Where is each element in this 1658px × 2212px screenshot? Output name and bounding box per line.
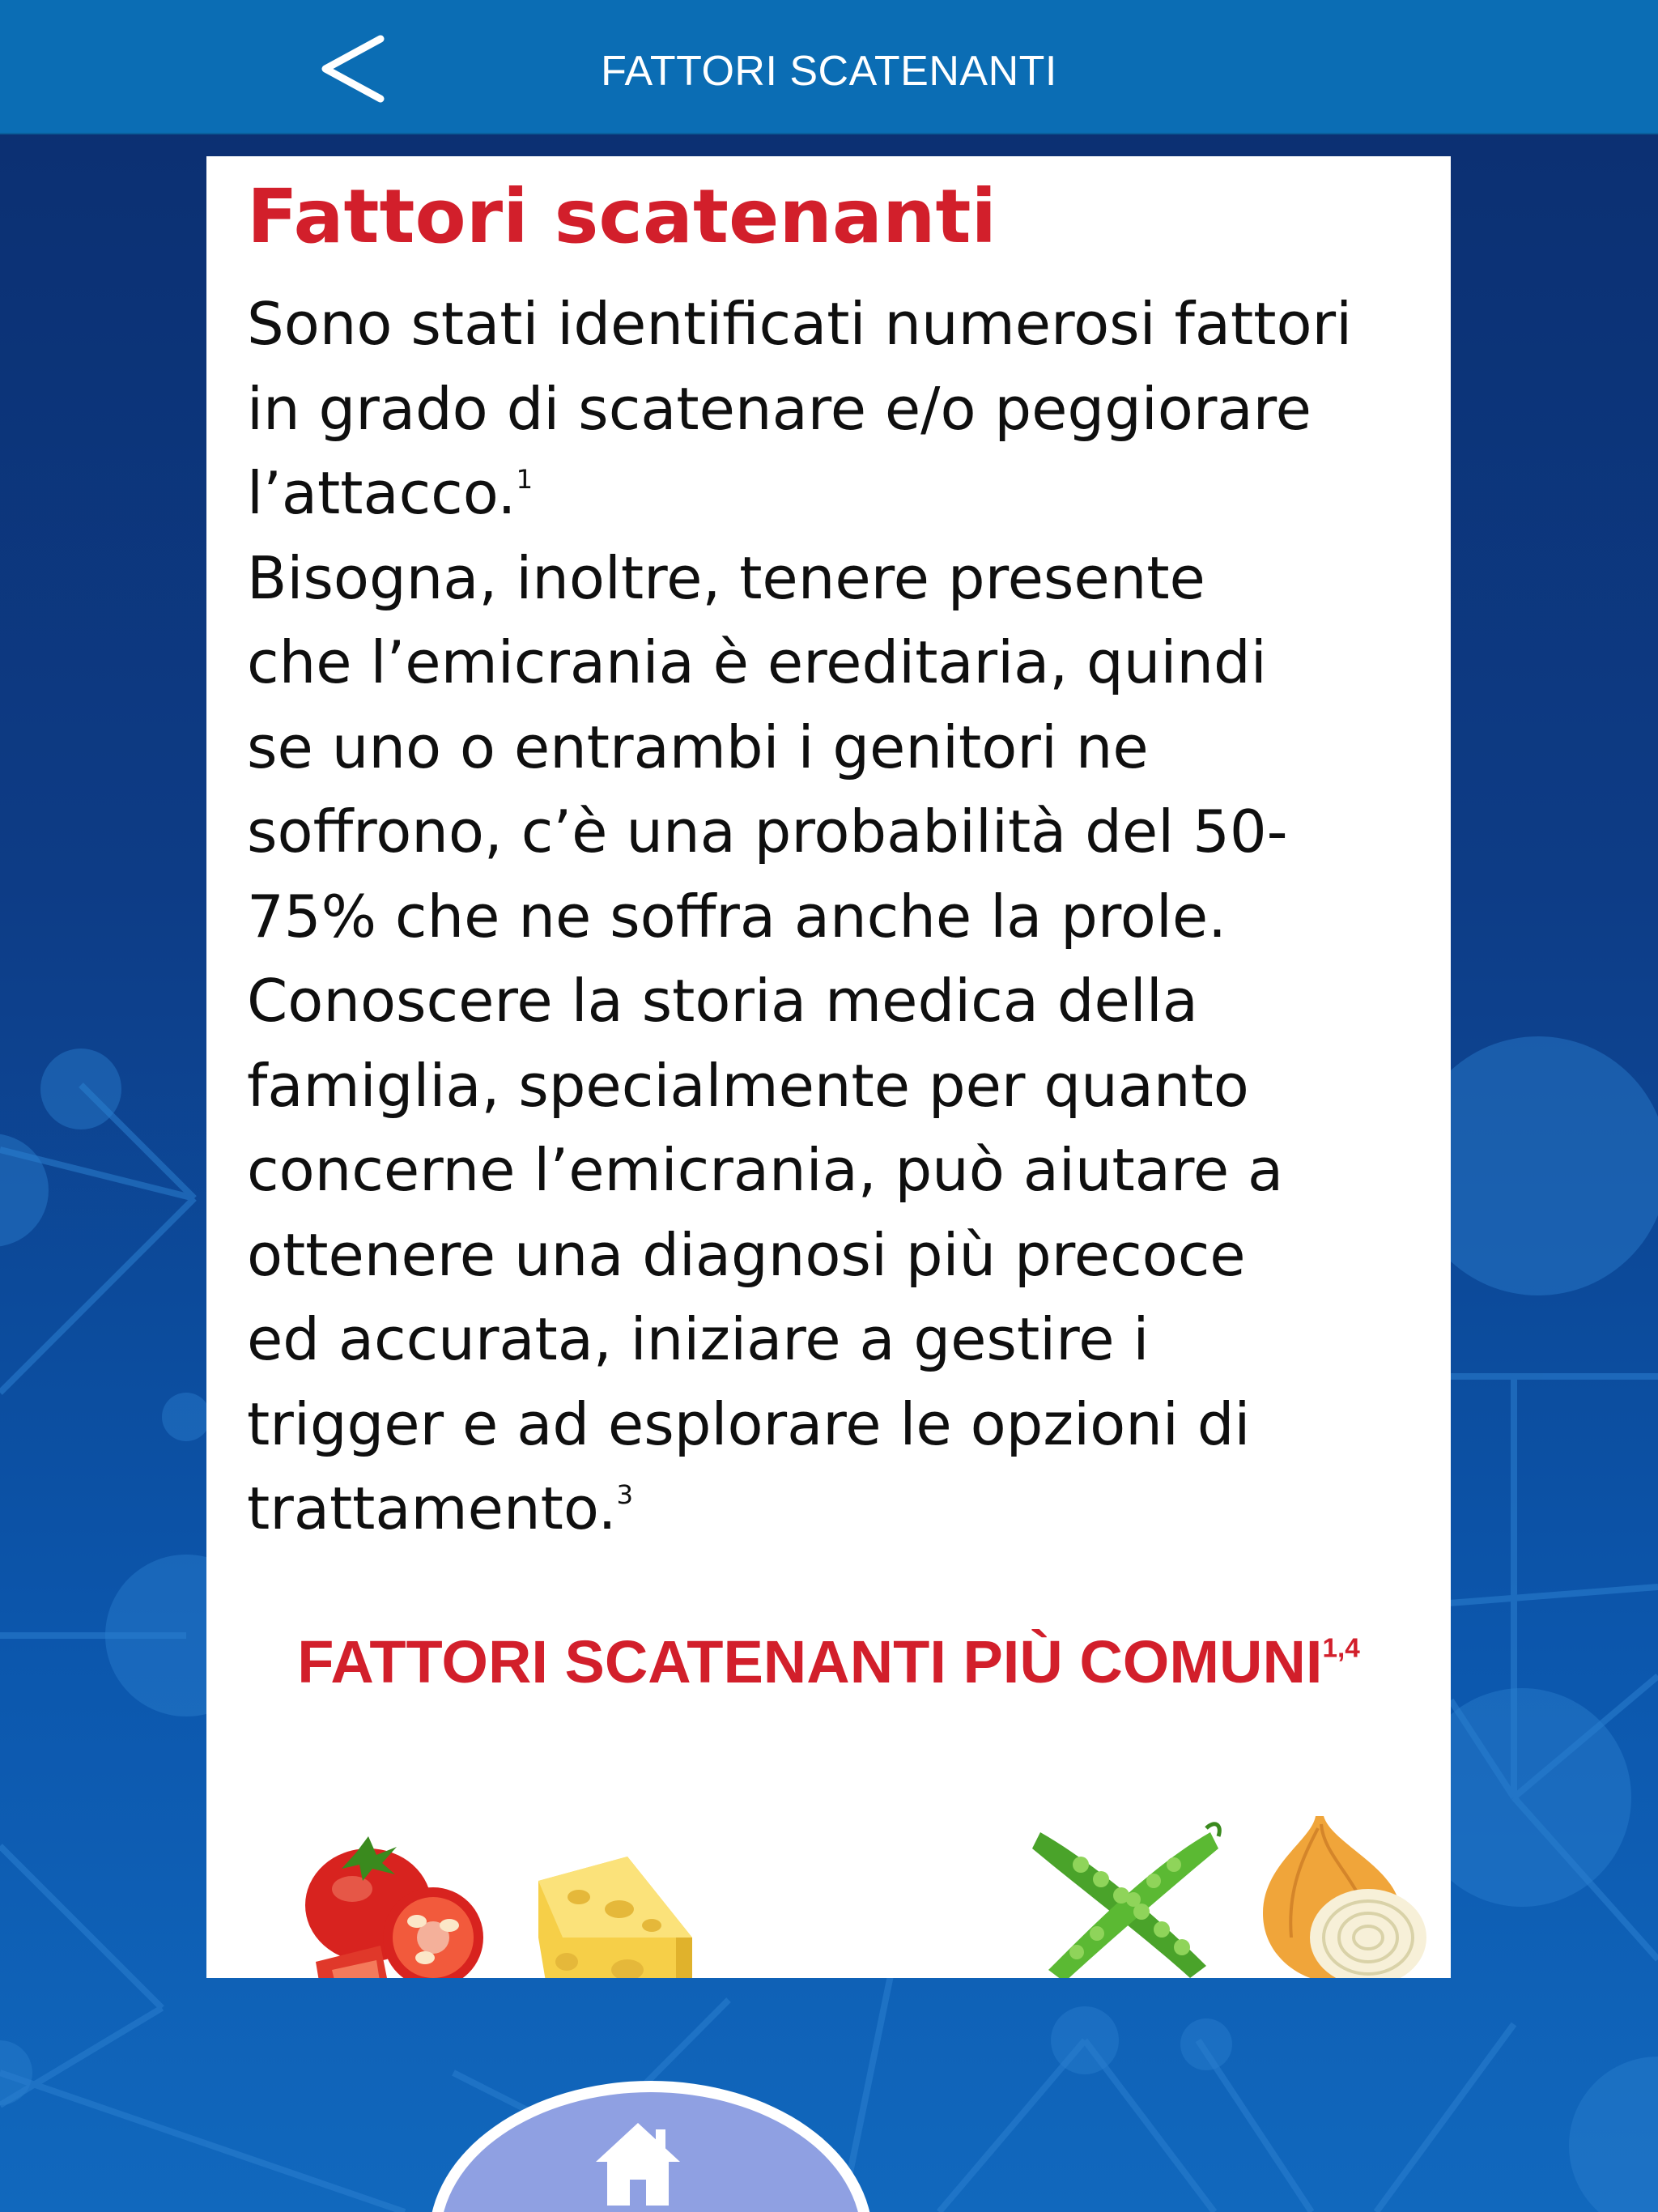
home-icon[interactable] [589, 2115, 687, 2212]
paragraph-line: l’attacco.$^1$ [247, 459, 534, 527]
content-card [206, 156, 1451, 1978]
paragraph-line: se uno o entrambi i genitori ne [247, 713, 1149, 781]
reference-superscript: 3 [616, 1479, 634, 1511]
onion-icon [1247, 1808, 1433, 1978]
paragraph-line: 75% che ne soffra anche la prole. [247, 882, 1227, 951]
section-subheading: FATTORI SCATENANTI PIÙ COMUNI$^{1,4}$ [297, 1628, 1360, 1695]
paragraph-line: ed accurata, iniziare a gestire i [247, 1305, 1150, 1373]
paragraph-line: Bisogna, inoltre, tenere presente [247, 543, 1205, 612]
peas-icon [1024, 1816, 1226, 1978]
paragraph-line: famiglia, specialmente per quanto [247, 1051, 1249, 1120]
paragraph-line: ottenere una diagnosi più precoce [247, 1220, 1246, 1289]
paragraph-line: Sono stati identificati numerosi fattori [247, 290, 1353, 358]
paragraph-line: Conoscere la storia medica della [247, 967, 1198, 1035]
body-paragraph [247, 282, 1429, 1551]
paragraph-line: concerne l’emicrania, può aiutare a [247, 1136, 1284, 1204]
reference-superscript: 1,4 [1322, 1633, 1360, 1664]
paragraph-line: in grado di scatenare e/o peggiorare [247, 374, 1312, 443]
paragraph-line: che l’emicrania è ereditaria, quindi [247, 628, 1267, 696]
card-title: Fattori scatenanti [247, 173, 997, 260]
paragraph-line: trattamento.$^3$ [247, 1474, 634, 1542]
tomato-icon [300, 1824, 494, 1978]
navigation-bar [0, 0, 1658, 134]
reference-superscript: 1 [516, 464, 534, 496]
paragraph-line: trigger e ad esplorare le opzioni di [247, 1389, 1251, 1458]
page-title: FATTORI SCATENANTI [601, 48, 1057, 95]
paragraph-line: soffrono, c’è una probabilità del 50- [247, 798, 1288, 866]
cheese-icon [530, 1848, 708, 1978]
